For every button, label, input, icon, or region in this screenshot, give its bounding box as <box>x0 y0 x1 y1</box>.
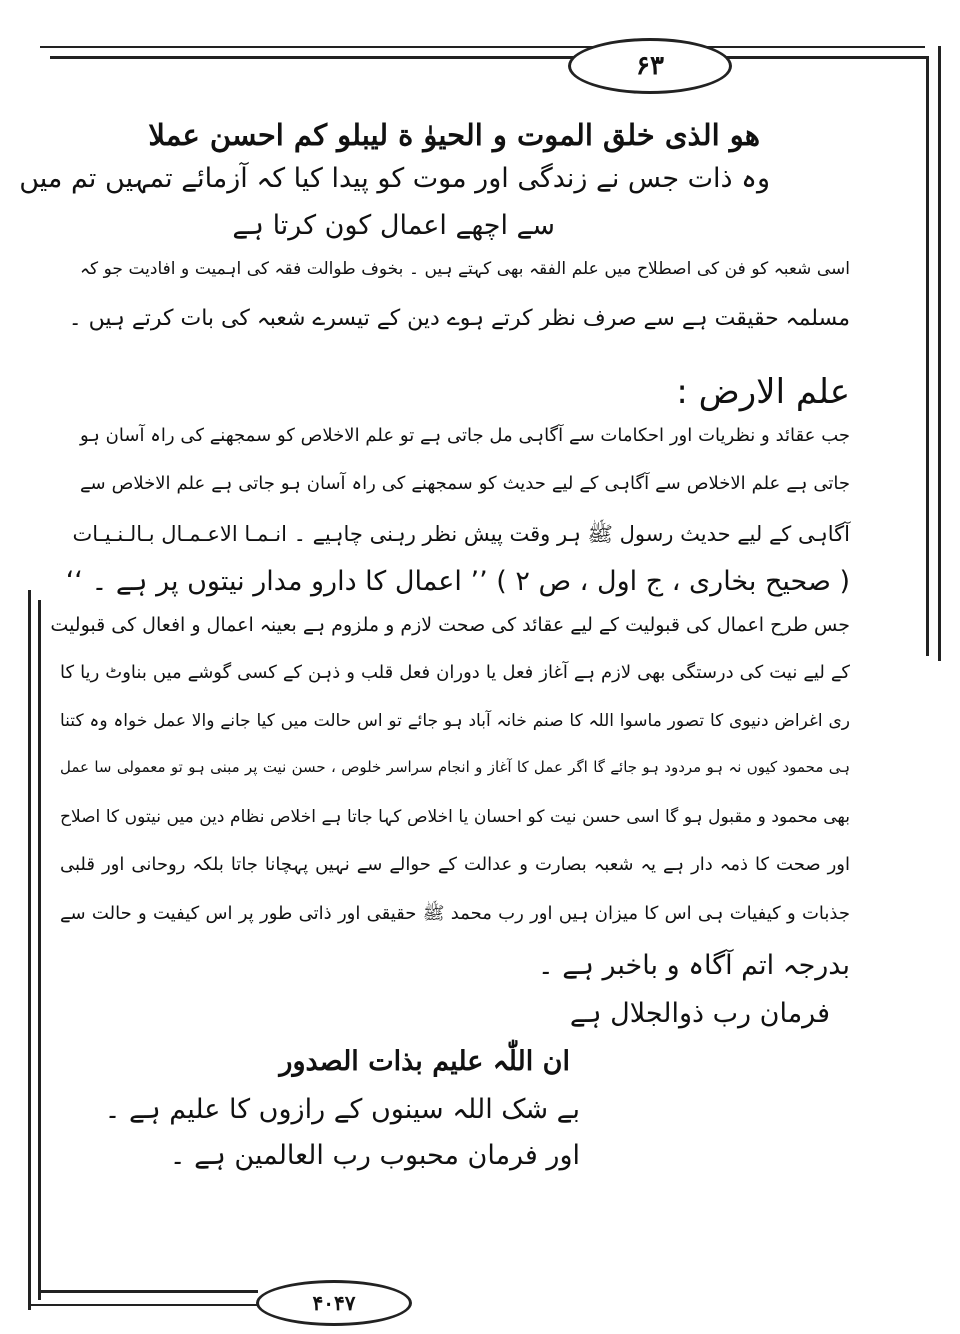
body-line: آگاہی کے لیے حدیث رسول ﷺ ہر وقت پیش نظر رہنی چاہیے ۔ انـمـا الاعـمـال بـالـنـیـات <box>72 522 850 546</box>
frame-bottom-rule <box>38 1290 258 1293</box>
section-heading: علم الارض : <box>676 372 850 412</box>
body-line: ہی محمود کیوں نہ ہو مردود ہو جائے گا اگر عمل کا آغاز و انجام سراسر خلوص ، حسن نیت پر مبنی ہو تو معمولی سا عمل <box>60 758 850 776</box>
frame-right-rule-outer <box>938 46 941 661</box>
body-line: ری اغراض دنیوی کا تصور ماسوا اللہ کا صنم خانہ آباد ہو جائے تو اس حالت میں کیا جانے والا عمل خواہ وہ کتنا <box>60 711 850 731</box>
verse-arabic-1: هو الذی خلق الموت و الحیوٰ ة لیبلو کم احسن عملا <box>148 118 760 152</box>
body-line: اسی شعبہ کو فن کی اصطلاح میں علم الفقہ بھی کہتے ہیں ۔ بخوف طوالت فقہ کی اہمیت و افادیت جو کہ <box>80 259 850 279</box>
frame-bottom-rule-outer <box>28 1304 258 1306</box>
frame-left-rule-outer <box>28 590 31 1310</box>
body-line: جب عقائد و نظریات اور احکامات سے آگاہی مل جاتی ہے تو علم الاخلاص کو سمجھنے کی راہ آسان ہو <box>80 425 850 446</box>
frame-right-rule-inner <box>926 56 929 656</box>
body-line: جذبات و کیفیات ہی اس کا میزان ہیں اور رب محمد ﷺ حقیقی اور ذاتی طور پر اس کیفیت و حالت سے <box>60 903 850 924</box>
verse-translation-1b: سے اچھے اعمال کون کرتا ہے <box>232 210 555 241</box>
closing-line: اور فرمان محبوب رب العالمین ہے ۔ <box>169 1140 580 1171</box>
verse-translation-1a: وہ ذات جس نے زندگی اور موت کو پیدا کیا کہ آزمائے تمہیں تم میں <box>19 163 770 194</box>
body-line: بدرجہ اتم آگاہ و باخبر ہے ۔ <box>537 950 850 981</box>
footer-code-oval <box>256 1280 412 1326</box>
frame-left-rule-inner <box>38 600 41 1300</box>
body-line: اور صحت کا ذمہ دار ہے یہ شعبہ بصارت و عدالت کے حوالے سے نہیں پہچانا جاتا بلکہ روحانی اور قلبی <box>60 854 850 875</box>
body-line: جس طرح اعمال کی قبولیت کے لیے عقائد کی صحت لازم و ملزوم ہے بعینہ اعمال و افعال کی قبولیت <box>50 614 850 636</box>
page-number: ۶۳ <box>636 51 664 81</box>
body-line: ( صحیح بخاری ، ج اول ، ص ۲ ) ’’ اعمال کا دارو مدار نیتوں پر ہے ۔ ‘‘ <box>65 566 850 597</box>
body-line: فرمان رب ذوالجلال ہے <box>569 998 830 1029</box>
body-line: بھی محمود و مقبول ہو گا اسی حسن نیت کو احسان یا اخلاص کہا جاتا ہے اخلاص نظام دین میں نیتوں کا اصلاح <box>60 807 850 827</box>
footer-code: ۴۰۴۷ <box>312 1291 356 1315</box>
frame-top-rule <box>50 56 926 59</box>
verse-translation-2: بے شک اللہ سینوں کے رازوں کا علیم ہے ۔ <box>104 1094 580 1125</box>
body-line: جاتی ہے علم الاخلاص سے آگاہی کے لیے حدیث کو سمجھنے کی راہ آسان ہو جاتی ہے علم الاخلاص سے <box>80 473 850 494</box>
body-line: مسلمہ حقیقت ہے سے صرف نظر کرتے ہوے دین کے تیسرے شعبہ کی بات کرتے ہیں ۔ <box>68 306 850 331</box>
body-line: کے لیے نیت کی درستگی بھی لازم ہے آغاز فعل یا دوران فعل قلب و ذہن کے کسی گوشے میں بناوٹ ریا کا <box>60 662 850 683</box>
frame-top-rule-inner <box>40 46 925 48</box>
verse-arabic-2: ان اللّٰہ علیم بذات الصدور <box>279 1046 570 1077</box>
page-number-oval <box>568 38 732 94</box>
